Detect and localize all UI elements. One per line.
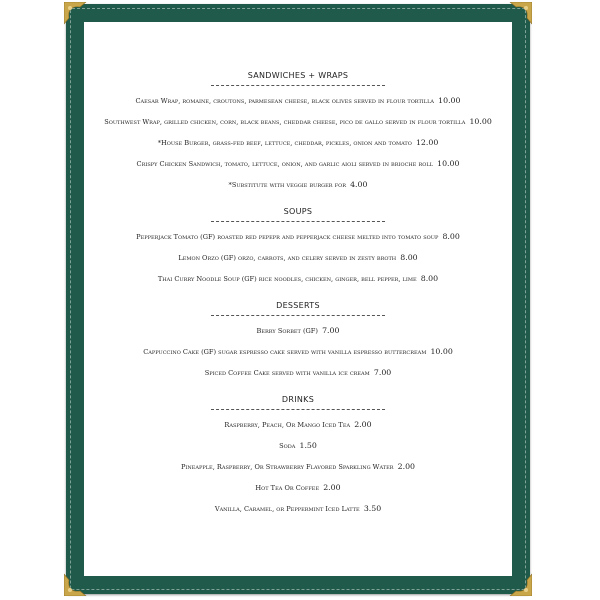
menu-item [84, 232, 512, 242]
item-description: Pineapple, Raspberry, Or Strawberry Flavored Sparkling Water [180, 463, 394, 471]
item-price: 2.00 [323, 483, 341, 492]
item-price: 2.00 [354, 420, 372, 429]
item-description: Lemon Orzo (GF) orzo, carrots, and celery served in zesty broth [178, 254, 397, 262]
menu-content [84, 70, 512, 525]
section-drinks [84, 394, 512, 514]
item-description: *Substitute with veggie burger for [228, 181, 346, 189]
section-title: SOUPS [283, 207, 313, 216]
section-divider [211, 85, 385, 86]
section-divider [211, 221, 385, 222]
item-price: 7.00 [322, 326, 340, 335]
section-title: DRINKS [281, 395, 315, 404]
menu-item [84, 326, 512, 336]
section-soups [84, 206, 512, 284]
item-description: Soda [279, 442, 296, 450]
item-price: 3.50 [363, 504, 382, 513]
section-title: DESSERTS [276, 301, 320, 310]
item-price: 8.00 [400, 253, 418, 262]
section-divider [211, 315, 385, 316]
menu-item [84, 96, 512, 106]
section-title: SANDWICHES + WRAPS [247, 71, 349, 80]
menu-item [84, 504, 512, 514]
item-description: Thai Curry Noodle Soup (GF) rice noodles, chicken, ginger, bell pepper, lime [157, 275, 417, 283]
menu-item [84, 483, 512, 493]
item-description: Southwest Wrap, grilled chicken, corn, black beans, cheddar cheese, pico de gallo served in flour tortilla [104, 118, 466, 126]
item-description: Vanilla, Caramel, or Peppermint Iced Latte [214, 505, 360, 513]
item-price: 12.00 [415, 138, 439, 147]
item-price: 2.00 [397, 462, 416, 471]
menu-item [84, 117, 512, 127]
section-sandwiches-wraps [84, 70, 512, 190]
item-description: Cappuccino Cake (GF) sugar espresso cake served with vanilla espresso buttercream [143, 348, 427, 356]
menu-item [84, 159, 512, 169]
menu-cover [66, 4, 530, 594]
item-description: Hot Tea Or Coffee [255, 484, 320, 492]
menu-item [84, 368, 512, 378]
item-price: 10.00 [437, 159, 460, 168]
item-description: *House Burger, grass-fed beef, lettuce, cheddar, pickles, onion and tomato [157, 139, 412, 147]
item-price: 1.50 [299, 441, 317, 450]
item-price: 8.00 [442, 232, 460, 241]
item-price: 4.00 [350, 180, 368, 189]
menu-item [84, 347, 512, 357]
section-desserts [84, 300, 512, 378]
item-description: Raspberry, Peach, Or Mango Iced Tea [224, 421, 351, 429]
menu-item [84, 138, 512, 148]
menu-item [84, 274, 512, 284]
item-price: 10.00 [438, 96, 461, 105]
section-divider [211, 409, 385, 410]
item-price: 10.00 [469, 117, 492, 126]
item-description: Crispy Chicken Sandwich, tomato, lettuce, onion, and garlic aioli served in brioche roll [136, 160, 434, 168]
menu-item [84, 420, 512, 430]
item-description: Caesar Wrap, romaine, croutons, parmesean cheese, black olives served in flour tortilla [135, 97, 435, 105]
menu-item [84, 253, 512, 263]
item-description: Spiced Coffee Cake served with vanilla ice cream [204, 369, 370, 377]
menu-item [84, 180, 512, 190]
item-price: 8.00 [420, 274, 439, 283]
menu-page [84, 22, 512, 576]
item-price: 10.00 [430, 347, 453, 356]
item-price: 7.00 [373, 368, 392, 377]
menu-item [84, 441, 512, 451]
item-description: Berry Sorbet (GF) [256, 327, 318, 335]
item-description: Pepperjack Tomato (GF) roasted red pepepr and pepperjack cheese melted into tomato soup [136, 233, 439, 241]
menu-item [84, 462, 512, 472]
